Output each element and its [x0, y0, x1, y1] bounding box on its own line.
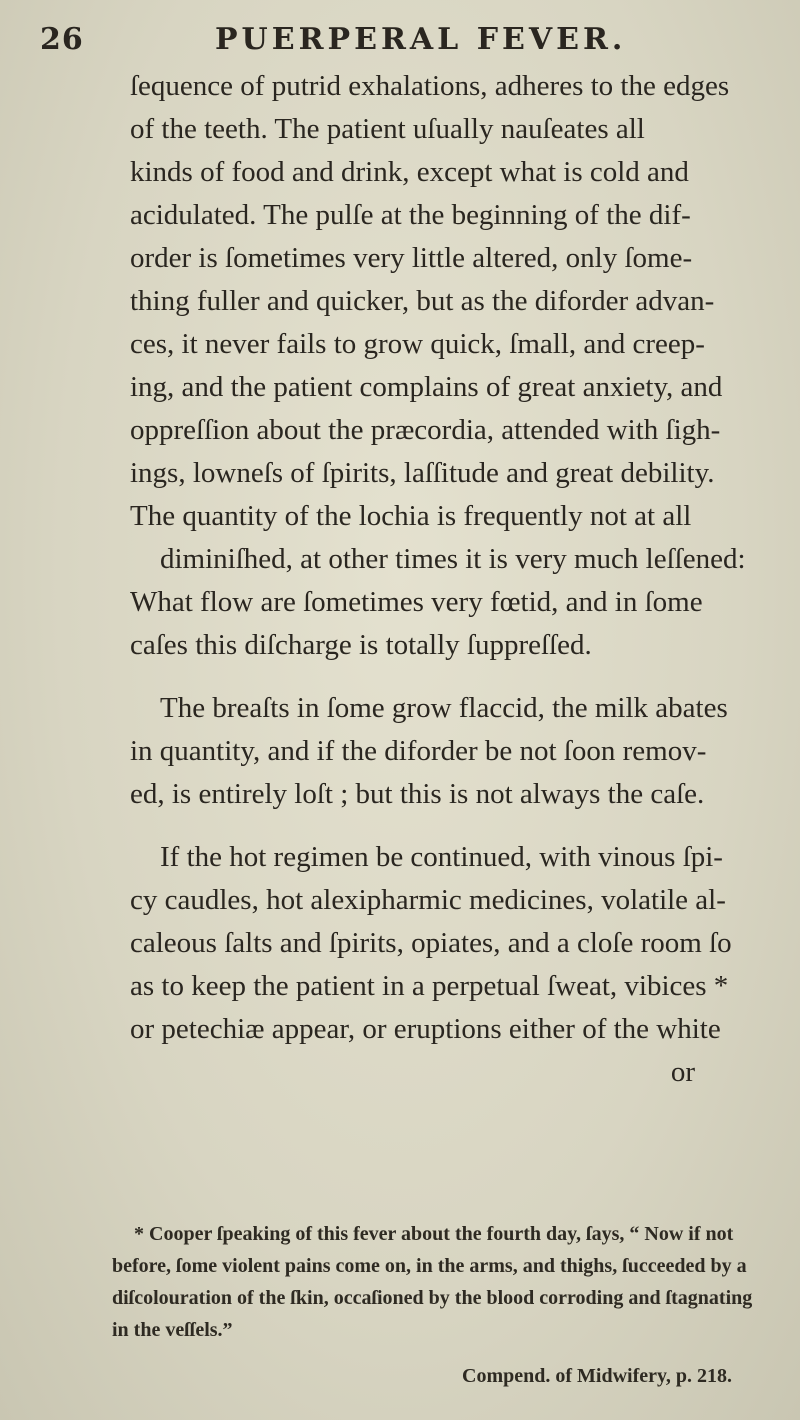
text-line: as to keep the patient in a perpetual ſweat, vibices * [130, 970, 729, 1002]
footnote-line: diſcolouration of the ſkin, occaſioned by the blood corroding and ſtagnating [112, 1287, 753, 1309]
text-line: ings, lowneſs of ſpirits, laſſitude and great debility. [130, 457, 715, 489]
text-line: thing fuller and quicker, but as the diforder advan- [130, 285, 715, 317]
text-line: ſequence of putrid exhalations, adheres to the edges [130, 70, 730, 102]
text-line: order is ſometimes very little altered, only ſome- [130, 242, 693, 274]
catchword: or [670, 1056, 695, 1088]
paragraph-gap [130, 667, 750, 687]
footnote-citation: Compend. of Midwifery, p. 218. [462, 1365, 732, 1387]
paragraph-gap [130, 816, 750, 836]
footnote-line: * Cooper ſpeaking of this fever about the fourth day, ſays, “ Now if not [134, 1223, 734, 1245]
text-line: What flow are ſometimes very fœtid, and in ſome [130, 586, 703, 618]
running-head: PUERPERAL FEVER. [215, 22, 627, 57]
text-line: diminiſhed, at other times it is very much leſſened: [160, 543, 746, 575]
text-line: ed, is entirely loſt ; but this is not always the caſe. [130, 778, 705, 810]
text-line: oppreſſion about the præcordia, attended with ſigh- [130, 414, 721, 446]
page-header [40, 18, 740, 68]
text-line: kinds of food and drink, except what is cold and [130, 156, 689, 188]
text-line: If the hot regimen be continued, with vinous ſpi- [160, 841, 723, 873]
text-line: cy caudles, hot alexipharmic medicines, volatile al- [130, 884, 726, 916]
page-number: 26 [40, 22, 84, 57]
footnote [112, 1218, 762, 1392]
footnote-line: before, ſome violent pains come on, in the arms, and thighs, ſucceeded by a [112, 1255, 747, 1277]
text-line: ing, and the patient complains of great anxiety, and [130, 371, 723, 403]
text-line: caleous ſalts and ſpirits, opiates, and a cloſe room ſo [130, 927, 732, 959]
text-line: acidulated. The pulſe at the beginning of the dif- [130, 199, 691, 231]
text-line: of the teeth. The patient uſually nauſeates all [130, 113, 645, 145]
text-line: The breaſts in ſome grow flaccid, the milk abates [160, 692, 728, 724]
body-text [130, 65, 750, 1094]
text-line: caſes this diſcharge is totally ſuppreſſed. [130, 629, 592, 661]
text-line: The quantity of the lochia is frequently not at all [130, 500, 692, 532]
text-line: ces, it never fails to grow quick, ſmall, and creep- [130, 328, 705, 360]
text-line: or petechiæ appear, or eruptions either of the white [130, 1013, 721, 1045]
text-line: in quantity, and if the diforder be not ſoon remov- [130, 735, 707, 767]
footnote-line: in the veſſels.” [112, 1319, 233, 1341]
